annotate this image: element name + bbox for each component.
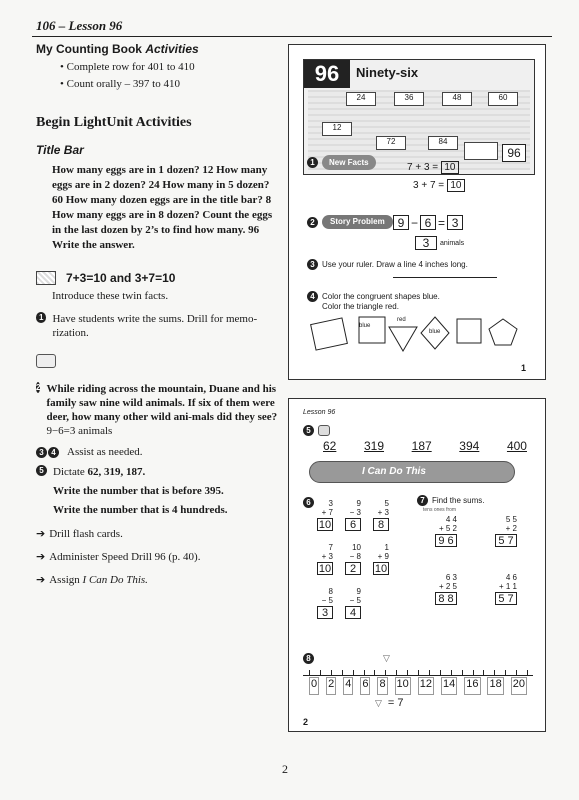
number-line	[303, 675, 533, 676]
number-line-tick	[320, 670, 321, 675]
fact-problem: 7 + 3 10	[318, 543, 333, 575]
number-line-tick	[462, 670, 463, 675]
new-facts-badge: New Facts	[322, 155, 376, 170]
square-shape	[311, 318, 348, 350]
shape-label-blue: blue	[359, 323, 371, 329]
number-line-tick	[440, 670, 441, 675]
square-shape	[359, 317, 385, 343]
fact-1: 7 + 3 = 10	[407, 161, 459, 174]
number-line-tick	[505, 670, 506, 675]
number-line-tick	[429, 670, 430, 675]
number-line-tick	[396, 670, 397, 675]
number-line-tick	[451, 670, 452, 675]
number-line-tick	[374, 670, 375, 675]
i-can-do-this-banner: I Can Do This	[309, 461, 515, 483]
titlebar-body: How many eggs are in 1 dozen? 12 How many eggs are in 2 dozen? 24 How many in 5 dozen? 60 How many dozen eggs are in the title bar? 8 How many eggs are in 8 dozen? Count the eggs in the last dozen by 2’s to find how many. 96 Write the answer.	[52, 164, 273, 251]
sum-problem: 5 5 + 2 5 7	[495, 515, 517, 547]
counting-heading: My Counting Book Activities	[36, 42, 199, 56]
book-icon	[36, 354, 56, 368]
story-problem-badge: Story Problem	[322, 215, 393, 229]
answer-box: 10	[441, 161, 459, 174]
title-answer-box: 96	[502, 144, 526, 162]
section-2: 2 Story Problem	[307, 215, 393, 229]
carton-label: 48	[442, 92, 472, 106]
list-item: • Complete row for 401 to 410	[60, 60, 281, 74]
titlebar-heading: Title Bar	[36, 143, 84, 157]
number-line-labels: 0 2 4 6 8 10 12 14 16 18 20	[303, 677, 533, 695]
number-line-tick	[483, 670, 484, 675]
empty-carton	[464, 142, 498, 160]
listen-icon	[318, 425, 330, 436]
lesson-label: Lesson 96	[303, 409, 336, 416]
number-line-tick	[473, 670, 474, 675]
list-item: ➔ Drill flash cards.	[36, 527, 123, 540]
arrow-right-icon: ➔	[36, 550, 46, 563]
number-line-equation: ▽ = 7	[375, 697, 404, 709]
story-equation: 9 − 6 = 3	[393, 215, 463, 230]
section-8: 8	[303, 649, 318, 667]
list-item: ➔ Administer Speed Drill 96 (p. 40).	[36, 550, 201, 563]
fact-problem: 1 + 9 10	[374, 543, 389, 575]
number-line-tick	[516, 670, 517, 675]
section-5: 5	[303, 425, 330, 436]
carton-label: 24	[346, 92, 376, 106]
pizza-icon: ▽	[375, 697, 382, 708]
arrow-right-icon: ➔	[36, 573, 46, 586]
fact-problem: 10 − 8 2	[345, 543, 361, 575]
place-value-headers: tens ones from	[423, 507, 457, 513]
step-number: 1	[36, 312, 46, 323]
shape-label-blue: blue	[429, 329, 441, 335]
footer-page-number: 2	[282, 762, 288, 776]
pizza-icon: ▽	[383, 653, 390, 663]
list-item: • Count orally – 397 to 410	[60, 77, 281, 91]
story-answer: 3 animals	[415, 236, 464, 250]
fact-problem: 5 + 3 8	[373, 499, 389, 531]
number-line-tick	[385, 670, 386, 675]
arrow-right-icon: ➔	[36, 527, 46, 540]
facts-grid	[311, 499, 399, 639]
number-line-tick	[331, 670, 332, 675]
sum-problem: 4 6 + 1 1 5 7	[495, 573, 517, 605]
list-item: ➔ Assign I Can Do This.	[36, 573, 148, 586]
step-number: 2	[36, 383, 41, 392]
twin-intro: Introduce these twin facts.	[52, 290, 169, 302]
fact-problem: 8 − 5 3	[317, 587, 333, 619]
fact-2: 3 + 7 = 10	[413, 179, 465, 192]
square-shape	[457, 319, 481, 343]
step-1: 1 Have students write the sums. Drill for memo-rization.	[36, 312, 281, 340]
section-7: 7 Find the sums.	[417, 495, 484, 506]
section-1: 1 New Facts	[307, 155, 376, 170]
pentagon-shape	[489, 319, 517, 345]
carton-label: 36	[394, 92, 424, 106]
twin-equation: 7+3=10 and 3+7=10	[66, 271, 176, 285]
step-number: 5	[36, 465, 47, 476]
carton-label: 60	[488, 92, 518, 106]
shapes-figure	[303, 307, 539, 359]
workbook-page-1	[288, 44, 546, 380]
fact-problem: 9 − 3 6	[345, 499, 361, 531]
ruler-line	[393, 277, 497, 278]
sum-problem: 4 4 + 5 2 9 6	[435, 515, 457, 547]
dictation-numbers: 62 319 187 394 400	[323, 439, 527, 453]
section-4: 4 Color the congruent shapes blue. Color the triangle red.	[307, 291, 440, 312]
fact-problem: 3 + 7 10	[318, 499, 333, 531]
counting-list	[60, 60, 281, 91]
answer-box: 10	[447, 179, 465, 192]
arrow-list	[36, 527, 281, 587]
carton-label: 12	[322, 122, 352, 136]
number-line-tick	[527, 670, 528, 675]
number-line-tick	[353, 670, 354, 675]
number-line-tick	[418, 670, 419, 675]
cards-icon	[36, 271, 56, 285]
page-number: 1	[521, 363, 527, 373]
lesson-number: 96	[304, 60, 350, 88]
step-5: 5 Dictate 62, 319, 187. Write the number that is before 395. Write the number that is 4 hundreds.	[36, 465, 281, 517]
lightunit-heading: Begin LightUnit Activities	[36, 115, 192, 130]
twin-facts	[36, 271, 281, 285]
number-line-tick	[364, 670, 365, 675]
header-rule	[32, 36, 552, 37]
left-column	[36, 42, 281, 587]
shape-label-red: red	[397, 317, 406, 323]
number-line-tick	[494, 670, 495, 675]
page-number: 2	[303, 717, 309, 727]
number-line-tick	[309, 670, 310, 675]
page-header: 106 – Lesson 96	[36, 18, 123, 33]
section-3: 3 Use your ruler. Draw a line 4 inches long.	[307, 259, 468, 270]
step-2: 2 While riding across the mountain, Duane and his family saw nine wild animals. If six of them were deer, how many other wild ani-mals did they see? 9−6=3 animals	[36, 383, 278, 437]
sum-problem: 6 3 + 2 5 8 8	[435, 573, 457, 605]
workbook-page-2	[288, 398, 546, 732]
number-line-tick	[342, 670, 343, 675]
step-3-4: 3 4 Assist as needed.	[36, 445, 281, 459]
section-6: 6	[303, 493, 318, 511]
lesson-title: Ninety-six	[356, 65, 419, 80]
carton-label: 72	[376, 136, 406, 150]
triangle-shape	[389, 327, 417, 351]
number-line-tick	[407, 670, 408, 675]
fact-problem: 9 − 5 4	[345, 587, 361, 619]
carton-label: 84	[428, 136, 458, 150]
